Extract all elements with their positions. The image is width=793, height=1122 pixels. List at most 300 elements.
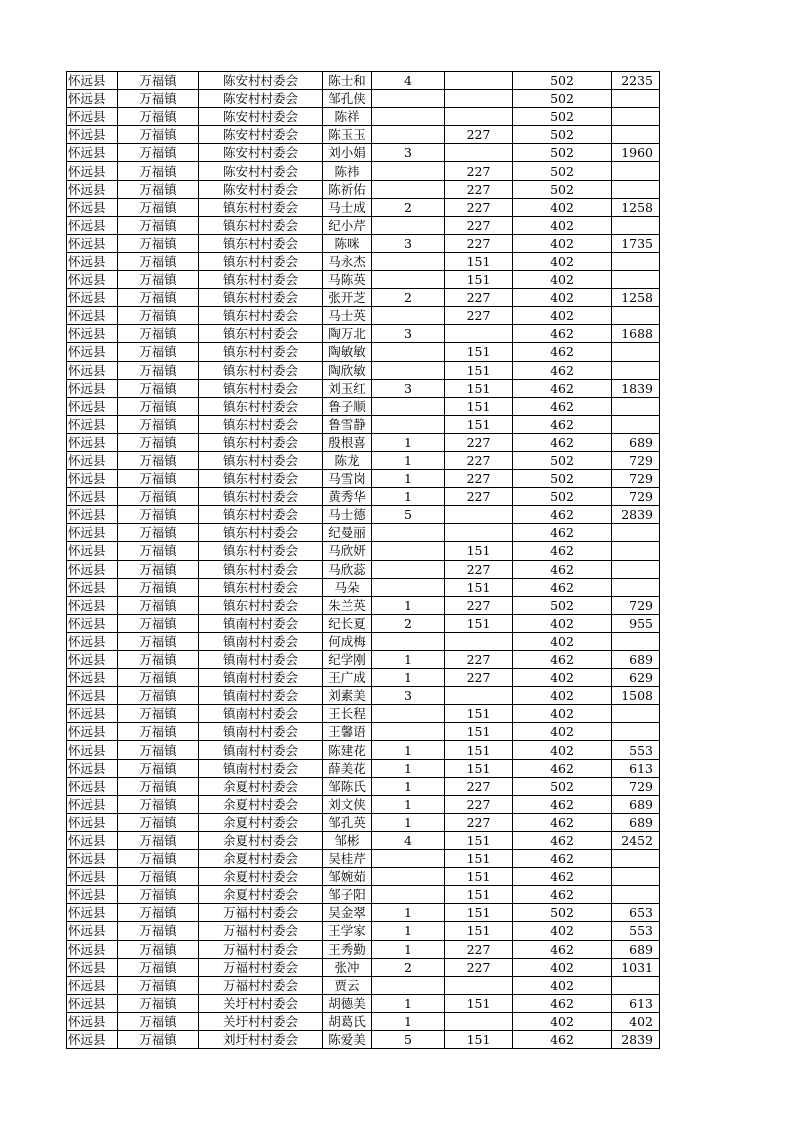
village-committee-cell: 镇东村村委会 — [199, 361, 323, 379]
total-cell — [612, 976, 660, 994]
household-count-cell: 1 — [372, 940, 445, 958]
village-committee-cell: 陈安村村委会 — [199, 162, 323, 180]
name-cell: 陶敏敏 — [323, 343, 372, 361]
amount-a-cell: 151 — [445, 850, 513, 868]
amount-b-cell: 462 — [513, 415, 612, 433]
amount-b-cell: 402 — [513, 289, 612, 307]
household-count-cell — [372, 578, 445, 596]
table-row — [67, 614, 660, 632]
amount-a-cell: 227 — [445, 451, 513, 469]
name-cell: 马士德 — [323, 506, 372, 524]
name-cell: 张开芝 — [323, 289, 372, 307]
amount-a-cell: 227 — [445, 560, 513, 578]
name-cell: 朱兰英 — [323, 596, 372, 614]
village-committee-cell: 陈安村村委会 — [199, 126, 323, 144]
amount-a-cell: 151 — [445, 741, 513, 759]
village-committee-cell: 余夏村村委会 — [199, 868, 323, 886]
town-cell: 万福镇 — [118, 325, 199, 343]
town-cell: 万福镇 — [118, 488, 199, 506]
household-count-cell: 1 — [372, 904, 445, 922]
name-cell: 吴桂芹 — [323, 850, 372, 868]
total-cell: 689 — [612, 813, 660, 831]
village-committee-cell: 镇南村村委会 — [199, 651, 323, 669]
household-count-cell: 2 — [372, 289, 445, 307]
amount-b-cell: 462 — [513, 542, 612, 560]
amount-a-cell: 227 — [445, 307, 513, 325]
household-count-cell — [372, 180, 445, 198]
household-count-cell — [372, 252, 445, 270]
amount-b-cell: 402 — [513, 234, 612, 252]
total-cell: 1735 — [612, 234, 660, 252]
county-cell: 怀远县 — [67, 560, 118, 578]
household-count-cell: 2 — [372, 198, 445, 216]
name-cell: 邹子阳 — [323, 886, 372, 904]
village-committee-cell: 镇东村村委会 — [199, 325, 323, 343]
amount-b-cell: 462 — [513, 578, 612, 596]
village-committee-cell: 关圩村村委会 — [199, 1012, 323, 1030]
table-row — [67, 596, 660, 614]
amount-a-cell: 227 — [445, 958, 513, 976]
amount-a-cell: 151 — [445, 252, 513, 270]
total-cell: 729 — [612, 451, 660, 469]
household-count-cell — [372, 162, 445, 180]
total-cell: 553 — [612, 741, 660, 759]
amount-a-cell — [445, 325, 513, 343]
county-cell: 怀远县 — [67, 850, 118, 868]
county-cell: 怀远县 — [67, 687, 118, 705]
county-cell: 怀远县 — [67, 108, 118, 126]
household-count-cell: 1 — [372, 470, 445, 488]
town-cell: 万福镇 — [118, 940, 199, 958]
amount-b-cell: 502 — [513, 162, 612, 180]
town-cell: 万福镇 — [118, 795, 199, 813]
table-row — [67, 813, 660, 831]
amount-a-cell: 151 — [445, 759, 513, 777]
village-committee-cell: 陈安村村委会 — [199, 90, 323, 108]
amount-a-cell: 151 — [445, 379, 513, 397]
town-cell: 万福镇 — [118, 850, 199, 868]
household-count-cell — [372, 976, 445, 994]
table-row — [67, 198, 660, 216]
name-cell: 陈爱美 — [323, 1030, 372, 1048]
county-cell: 怀远县 — [67, 72, 118, 90]
county-cell: 怀远县 — [67, 234, 118, 252]
amount-b-cell: 462 — [513, 397, 612, 415]
amount-b-cell: 402 — [513, 307, 612, 325]
town-cell: 万福镇 — [118, 1030, 199, 1048]
amount-b-cell: 502 — [513, 596, 612, 614]
county-cell: 怀远县 — [67, 651, 118, 669]
amount-a-cell: 227 — [445, 488, 513, 506]
total-cell: 629 — [612, 669, 660, 687]
name-cell: 马朵 — [323, 578, 372, 596]
amount-a-cell: 151 — [445, 886, 513, 904]
total-cell — [612, 361, 660, 379]
household-count-cell — [372, 307, 445, 325]
amount-b-cell: 462 — [513, 795, 612, 813]
amount-b-cell: 462 — [513, 940, 612, 958]
county-cell: 怀远县 — [67, 361, 118, 379]
name-cell: 陶欣敏 — [323, 361, 372, 379]
county-cell: 怀远县 — [67, 578, 118, 596]
table-row — [67, 343, 660, 361]
town-cell: 万福镇 — [118, 1012, 199, 1030]
amount-a-cell: 227 — [445, 126, 513, 144]
name-cell: 王广成 — [323, 669, 372, 687]
amount-b-cell: 402 — [513, 705, 612, 723]
amount-b-cell: 402 — [513, 922, 612, 940]
total-cell — [612, 216, 660, 234]
table-row — [67, 90, 660, 108]
name-cell: 张冲 — [323, 958, 372, 976]
town-cell: 万福镇 — [118, 614, 199, 632]
county-cell: 怀远县 — [67, 1012, 118, 1030]
total-cell — [612, 632, 660, 650]
household-count-cell: 1 — [372, 795, 445, 813]
table-row — [67, 108, 660, 126]
total-cell — [612, 343, 660, 361]
household-count-cell: 3 — [372, 144, 445, 162]
total-cell — [612, 415, 660, 433]
village-committee-cell: 万福村村委会 — [199, 976, 323, 994]
amount-a-cell: 227 — [445, 234, 513, 252]
total-cell: 1839 — [612, 379, 660, 397]
total-cell: 1258 — [612, 198, 660, 216]
amount-b-cell: 502 — [513, 72, 612, 90]
name-cell: 黄秀华 — [323, 488, 372, 506]
amount-a-cell: 151 — [445, 542, 513, 560]
household-count-cell — [372, 397, 445, 415]
town-cell: 万福镇 — [118, 108, 199, 126]
amount-b-cell: 462 — [513, 868, 612, 886]
amount-a-cell: 227 — [445, 289, 513, 307]
amount-b-cell: 402 — [513, 198, 612, 216]
household-count-cell: 1 — [372, 596, 445, 614]
total-cell: 613 — [612, 759, 660, 777]
amount-a-cell: 151 — [445, 723, 513, 741]
table-row — [67, 216, 660, 234]
amount-b-cell: 462 — [513, 524, 612, 542]
town-cell: 万福镇 — [118, 470, 199, 488]
name-cell: 陈祥 — [323, 108, 372, 126]
total-cell — [612, 397, 660, 415]
total-cell — [612, 705, 660, 723]
county-cell: 怀远县 — [67, 216, 118, 234]
household-count-cell: 1 — [372, 488, 445, 506]
county-cell: 怀远县 — [67, 271, 118, 289]
table-row — [67, 162, 660, 180]
amount-a-cell: 227 — [445, 777, 513, 795]
town-cell: 万福镇 — [118, 922, 199, 940]
table-row — [67, 470, 660, 488]
total-cell — [612, 180, 660, 198]
county-cell: 怀远县 — [67, 813, 118, 831]
town-cell: 万福镇 — [118, 216, 199, 234]
town-cell: 万福镇 — [118, 831, 199, 849]
table-row — [67, 397, 660, 415]
amount-b-cell: 462 — [513, 361, 612, 379]
total-cell — [612, 868, 660, 886]
amount-a-cell — [445, 976, 513, 994]
household-count-cell: 2 — [372, 958, 445, 976]
table-row — [67, 922, 660, 940]
household-count-cell — [372, 415, 445, 433]
town-cell: 万福镇 — [118, 868, 199, 886]
amount-b-cell: 462 — [513, 850, 612, 868]
household-count-cell: 1 — [372, 777, 445, 795]
county-cell: 怀远县 — [67, 596, 118, 614]
table-row — [67, 542, 660, 560]
village-committee-cell: 万福村村委会 — [199, 904, 323, 922]
name-cell: 刘玉红 — [323, 379, 372, 397]
total-cell — [612, 252, 660, 270]
county-cell: 怀远县 — [67, 144, 118, 162]
total-cell — [612, 560, 660, 578]
table-row — [67, 325, 660, 343]
household-count-cell: 5 — [372, 506, 445, 524]
table-row — [67, 560, 660, 578]
name-cell: 刘小娟 — [323, 144, 372, 162]
town-cell: 万福镇 — [118, 271, 199, 289]
town-cell: 万福镇 — [118, 994, 199, 1012]
amount-b-cell: 462 — [513, 759, 612, 777]
amount-a-cell: 151 — [445, 922, 513, 940]
town-cell: 万福镇 — [118, 252, 199, 270]
town-cell: 万福镇 — [118, 886, 199, 904]
table-row — [67, 578, 660, 596]
household-count-cell: 1 — [372, 451, 445, 469]
table-row — [67, 126, 660, 144]
total-cell: 729 — [612, 488, 660, 506]
total-cell: 689 — [612, 940, 660, 958]
village-committee-cell: 镇东村村委会 — [199, 415, 323, 433]
household-count-cell — [372, 868, 445, 886]
name-cell: 邹婉茹 — [323, 868, 372, 886]
table-row — [67, 289, 660, 307]
town-cell: 万福镇 — [118, 433, 199, 451]
household-count-cell — [372, 126, 445, 144]
amount-a-cell: 151 — [445, 271, 513, 289]
data-table — [66, 71, 660, 1049]
town-cell: 万福镇 — [118, 958, 199, 976]
amount-a-cell — [445, 90, 513, 108]
village-committee-cell: 余夏村村委会 — [199, 886, 323, 904]
county-cell: 怀远县 — [67, 669, 118, 687]
village-committee-cell: 镇南村村委会 — [199, 741, 323, 759]
table-row — [67, 144, 660, 162]
county-cell: 怀远县 — [67, 198, 118, 216]
town-cell: 万福镇 — [118, 542, 199, 560]
name-cell: 陈咪 — [323, 234, 372, 252]
table-row — [67, 379, 660, 397]
table-row — [67, 687, 660, 705]
total-cell — [612, 723, 660, 741]
county-cell: 怀远县 — [67, 614, 118, 632]
county-cell: 怀远县 — [67, 777, 118, 795]
county-cell: 怀远县 — [67, 958, 118, 976]
total-cell — [612, 542, 660, 560]
household-count-cell — [372, 542, 445, 560]
village-committee-cell: 镇东村村委会 — [199, 343, 323, 361]
amount-b-cell: 402 — [513, 669, 612, 687]
county-cell: 怀远县 — [67, 940, 118, 958]
total-cell: 729 — [612, 470, 660, 488]
village-committee-cell: 刘圩村村委会 — [199, 1030, 323, 1048]
village-committee-cell: 余夏村村委会 — [199, 850, 323, 868]
name-cell: 鲁子顺 — [323, 397, 372, 415]
household-count-cell: 1 — [372, 759, 445, 777]
village-committee-cell: 镇东村村委会 — [199, 560, 323, 578]
table-row — [67, 651, 660, 669]
amount-b-cell: 402 — [513, 741, 612, 759]
county-cell: 怀远县 — [67, 343, 118, 361]
total-cell — [612, 108, 660, 126]
name-cell: 马欣蕊 — [323, 560, 372, 578]
amount-b-cell: 502 — [513, 451, 612, 469]
amount-a-cell — [445, 144, 513, 162]
amount-a-cell: 227 — [445, 162, 513, 180]
amount-b-cell: 462 — [513, 831, 612, 849]
amount-b-cell: 402 — [513, 632, 612, 650]
name-cell: 贾云 — [323, 976, 372, 994]
amount-a-cell: 227 — [445, 669, 513, 687]
name-cell: 鲁雪静 — [323, 415, 372, 433]
county-cell: 怀远县 — [67, 759, 118, 777]
total-cell: 653 — [612, 904, 660, 922]
village-committee-cell: 镇东村村委会 — [199, 578, 323, 596]
amount-a-cell: 151 — [445, 868, 513, 886]
amount-b-cell: 402 — [513, 271, 612, 289]
village-committee-cell: 陈安村村委会 — [199, 108, 323, 126]
town-cell: 万福镇 — [118, 904, 199, 922]
town-cell: 万福镇 — [118, 976, 199, 994]
total-cell — [612, 162, 660, 180]
amount-a-cell: 227 — [445, 795, 513, 813]
town-cell: 万福镇 — [118, 596, 199, 614]
amount-b-cell: 462 — [513, 560, 612, 578]
village-committee-cell: 万福村村委会 — [199, 922, 323, 940]
household-count-cell — [372, 850, 445, 868]
amount-b-cell: 502 — [513, 904, 612, 922]
table-row — [67, 723, 660, 741]
town-cell: 万福镇 — [118, 632, 199, 650]
amount-a-cell: 227 — [445, 433, 513, 451]
household-count-cell — [372, 524, 445, 542]
county-cell: 怀远县 — [67, 470, 118, 488]
total-cell: 955 — [612, 614, 660, 632]
amount-a-cell: 151 — [445, 361, 513, 379]
town-cell: 万福镇 — [118, 397, 199, 415]
town-cell: 万福镇 — [118, 361, 199, 379]
table-row — [67, 271, 660, 289]
amount-a-cell — [445, 524, 513, 542]
county-cell: 怀远县 — [67, 252, 118, 270]
county-cell: 怀远县 — [67, 542, 118, 560]
amount-a-cell: 151 — [445, 831, 513, 849]
household-count-cell: 1 — [372, 651, 445, 669]
village-committee-cell: 镇南村村委会 — [199, 632, 323, 650]
total-cell: 613 — [612, 994, 660, 1012]
table-row — [67, 72, 660, 90]
household-count-cell — [372, 90, 445, 108]
table-row — [67, 850, 660, 868]
town-cell: 万福镇 — [118, 705, 199, 723]
name-cell: 邹孔英 — [323, 813, 372, 831]
town-cell: 万福镇 — [118, 307, 199, 325]
village-committee-cell: 镇东村村委会 — [199, 198, 323, 216]
name-cell: 陈玉玉 — [323, 126, 372, 144]
village-committee-cell: 陈安村村委会 — [199, 72, 323, 90]
county-cell: 怀远县 — [67, 922, 118, 940]
town-cell: 万福镇 — [118, 72, 199, 90]
county-cell: 怀远县 — [67, 162, 118, 180]
household-count-cell: 3 — [372, 325, 445, 343]
name-cell: 陈龙 — [323, 451, 372, 469]
county-cell: 怀远县 — [67, 795, 118, 813]
amount-a-cell — [445, 108, 513, 126]
total-cell: 2839 — [612, 506, 660, 524]
county-cell: 怀远县 — [67, 741, 118, 759]
county-cell: 怀远县 — [67, 904, 118, 922]
total-cell — [612, 90, 660, 108]
village-committee-cell: 镇东村村委会 — [199, 596, 323, 614]
name-cell: 陈建花 — [323, 741, 372, 759]
name-cell: 纪学刚 — [323, 651, 372, 669]
amount-b-cell: 462 — [513, 379, 612, 397]
table-row — [67, 705, 660, 723]
village-committee-cell: 镇东村村委会 — [199, 289, 323, 307]
town-cell: 万福镇 — [118, 669, 199, 687]
name-cell: 马欣妍 — [323, 542, 372, 560]
amount-a-cell: 151 — [445, 705, 513, 723]
amount-b-cell: 502 — [513, 90, 612, 108]
village-committee-cell: 镇东村村委会 — [199, 506, 323, 524]
amount-a-cell: 151 — [445, 415, 513, 433]
amount-b-cell: 402 — [513, 687, 612, 705]
village-committee-cell: 余夏村村委会 — [199, 813, 323, 831]
town-cell: 万福镇 — [118, 578, 199, 596]
total-cell: 689 — [612, 795, 660, 813]
amount-a-cell: 227 — [445, 180, 513, 198]
name-cell: 胡葛氏 — [323, 1012, 372, 1030]
village-committee-cell: 万福村村委会 — [199, 940, 323, 958]
household-count-cell: 3 — [372, 234, 445, 252]
table-row — [67, 307, 660, 325]
town-cell: 万福镇 — [118, 180, 199, 198]
amount-b-cell: 502 — [513, 470, 612, 488]
name-cell: 王长程 — [323, 705, 372, 723]
county-cell: 怀远县 — [67, 451, 118, 469]
name-cell: 薛美花 — [323, 759, 372, 777]
amount-a-cell: 151 — [445, 1030, 513, 1048]
household-count-cell — [372, 343, 445, 361]
total-cell: 1960 — [612, 144, 660, 162]
county-cell: 怀远县 — [67, 723, 118, 741]
amount-b-cell: 502 — [513, 126, 612, 144]
total-cell — [612, 307, 660, 325]
town-cell: 万福镇 — [118, 741, 199, 759]
name-cell: 马永杰 — [323, 252, 372, 270]
county-cell: 怀远县 — [67, 289, 118, 307]
county-cell: 怀远县 — [67, 886, 118, 904]
county-cell: 怀远县 — [67, 632, 118, 650]
county-cell: 怀远县 — [67, 506, 118, 524]
village-committee-cell: 陈安村村委会 — [199, 144, 323, 162]
village-committee-cell: 关圩村村委会 — [199, 994, 323, 1012]
town-cell: 万福镇 — [118, 198, 199, 216]
total-cell — [612, 524, 660, 542]
amount-b-cell: 502 — [513, 180, 612, 198]
